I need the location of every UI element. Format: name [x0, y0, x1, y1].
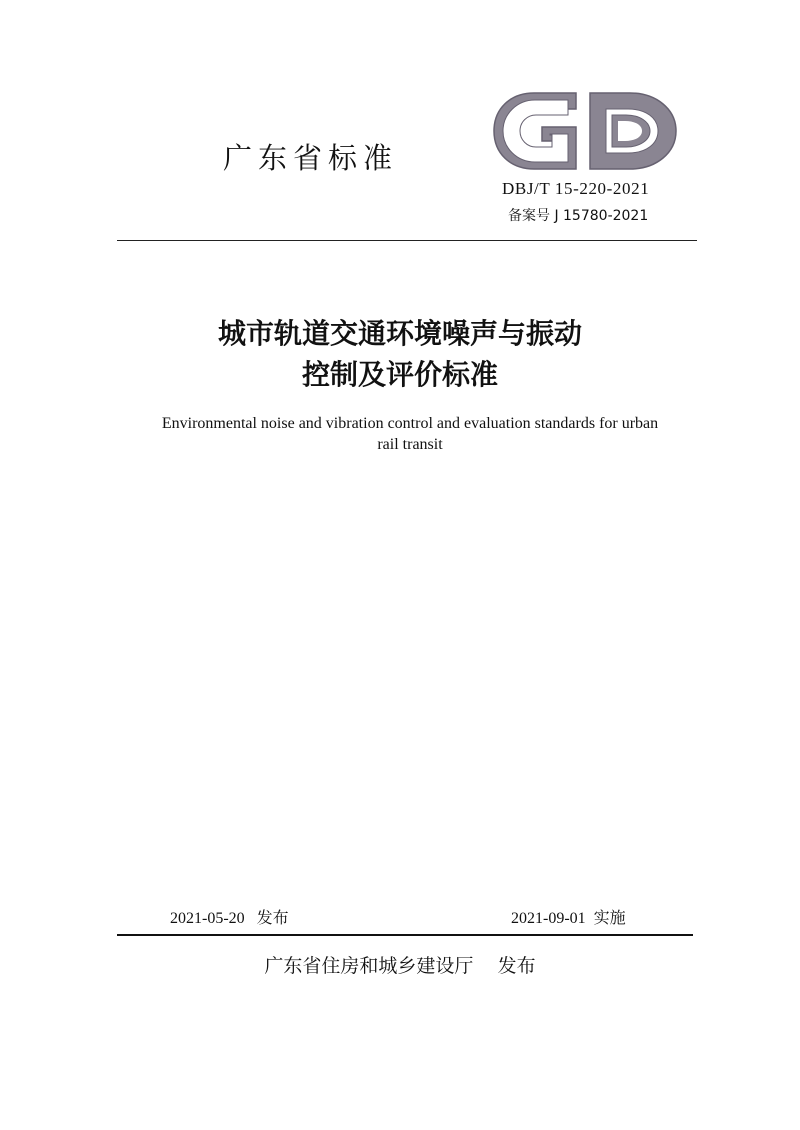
implement-date-block — [511, 905, 626, 928]
publisher-line — [0, 951, 800, 978]
header-divider — [117, 240, 697, 241]
title-chinese — [0, 313, 800, 395]
publisher-name: 广东省住房和城乡建设厅 — [264, 955, 474, 977]
title-chinese-line1: 城市轨道交通环境噪声与振动 — [217, 317, 582, 350]
standard-category: 广东省标准 — [223, 141, 399, 175]
publisher-action: 发布 — [497, 955, 536, 977]
title-english-line2: rail transit — [377, 436, 443, 453]
standard-code: DBJ/T 15-220-2021 — [502, 179, 650, 198]
footer-divider — [117, 934, 693, 936]
implement-date: 2021-09-01 — [511, 910, 586, 927]
implement-label: 实施 — [593, 908, 626, 927]
title-english — [110, 413, 710, 455]
title-english-line1: Environmental noise and vibration control and evaluation standards for urban — [161, 415, 659, 432]
issue-date-block — [170, 905, 289, 928]
issue-label: 发布 — [256, 908, 289, 927]
title-chinese-line2: 控制及评价标准 — [301, 358, 498, 391]
issue-date: 2021-05-20 — [170, 910, 245, 927]
filing-number: 备案号 J 15780-2021 — [508, 208, 649, 224]
gd-logo — [490, 87, 680, 175]
